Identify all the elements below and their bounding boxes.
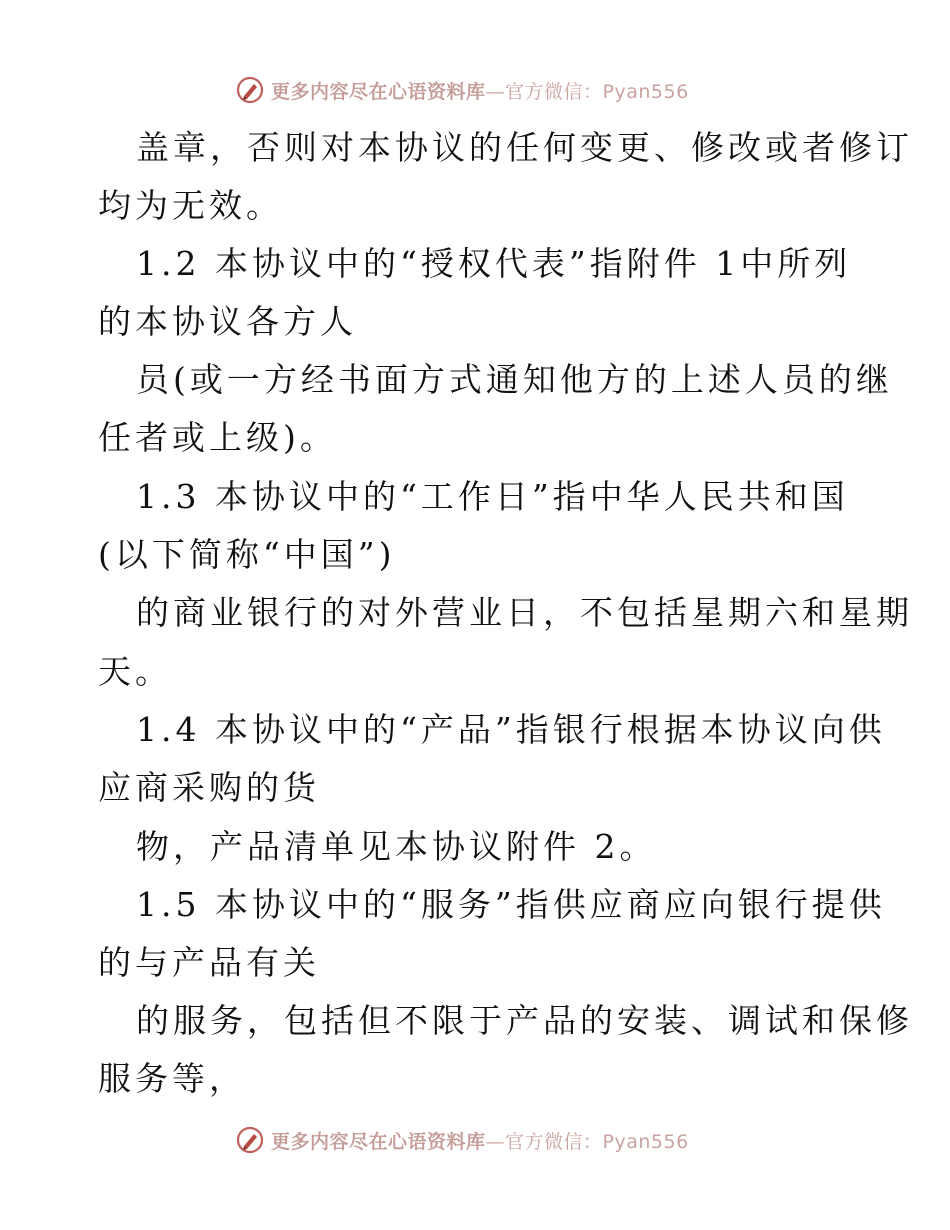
body-line: 任者或上级)。 [98,418,337,457]
body-line: 1.2 本协议中的“授权代表”指附件 1中所列 [136,244,852,283]
watermark-official: 官方微信： [505,80,603,103]
pen-logo-icon [235,75,265,105]
footer-watermark [235,1123,689,1157]
body-line: 应商采购的货 [98,768,320,807]
watermark-official: 官方微信： [505,1130,603,1153]
header-watermark [235,73,689,107]
body-line: 物，产品清单见本协议附件 2。 [136,827,657,866]
watermark-dash: — [485,1130,506,1153]
body-line: 的商业银行的对外营业日，不包括星期六和星期 [136,593,913,632]
body-line: 的本协议各方人 [98,302,357,341]
watermark-id: Pyan556 [602,1130,689,1153]
body-line: 盖章，否则对本协议的任何变更、修改或者修订 [136,128,913,167]
watermark-dash: — [485,80,506,103]
body-line: 的服务，包括但不限于产品的安装、调试和保修 [136,1001,913,1040]
body-line: 服务等， [98,1059,246,1098]
body-line: 1.3 本协议中的“工作日”指中华人民共和国 [136,477,849,516]
watermark-brand: 更多内容尽在心语资料库 [271,80,486,103]
body-line: 1.5 本协议中的“服务”指供应商应向银行提供 [136,885,886,924]
body-line: 员(或一方经书面方式通知他方的上述人员的继 [136,360,893,399]
body-line: (以下简称“中国”) [98,535,396,574]
body-line: 均为无效。 [98,186,283,225]
watermark-id: Pyan556 [602,80,689,103]
body-line: 的与产品有关 [98,943,320,982]
body-line: 天。 [98,652,172,691]
pen-logo-icon [235,1125,265,1155]
watermark-brand: 更多内容尽在心语资料库 [271,1130,486,1153]
body-line: 1.4 本协议中的“产品”指银行根据本协议向供 [136,710,886,749]
